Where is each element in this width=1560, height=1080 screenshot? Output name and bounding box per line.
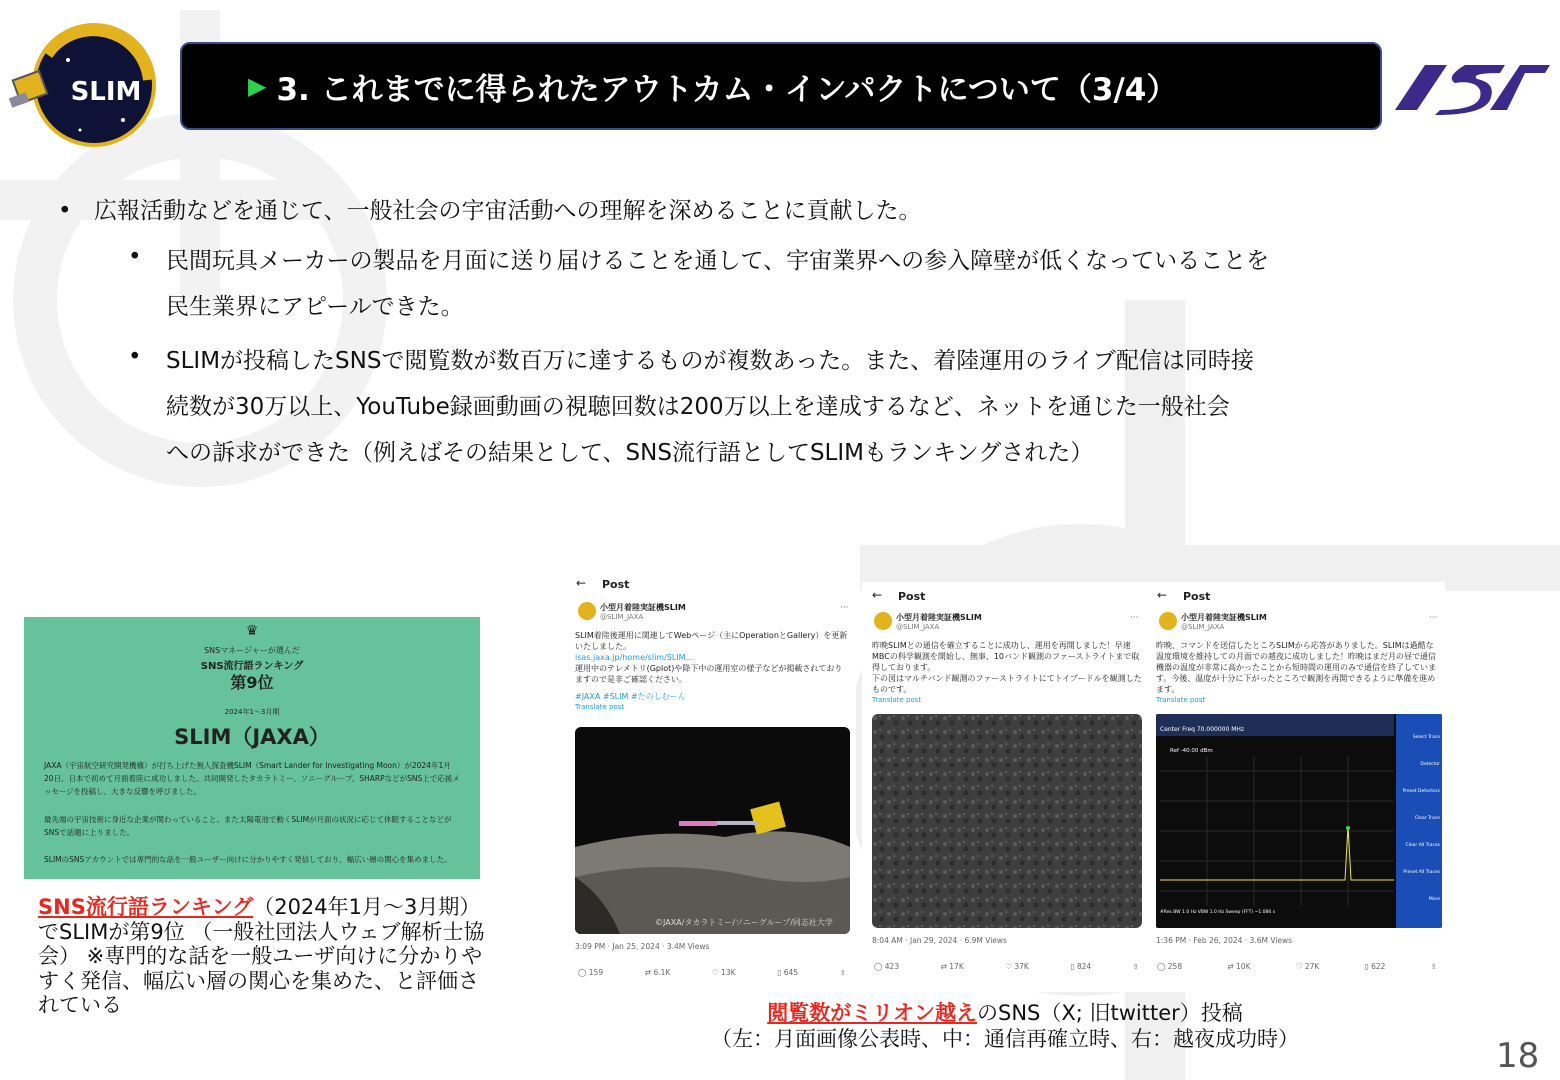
softkey[interactable]: More	[1428, 897, 1440, 902]
softkey[interactable]: Preset Detectors	[1402, 789, 1440, 794]
bullet-line: SLIMが投稿したSNSで閲覧数が数百万に達するものが複数あった。また、着陸運用のライブ配信は同時接	[166, 348, 1254, 374]
bookmark-button[interactable]: ▯ 622	[1364, 962, 1386, 971]
tweet-timestamp: 8:04 AM · Jan 29, 2024 · 6.9M Views	[872, 936, 1007, 945]
bookmark-count: 824	[1076, 962, 1092, 971]
tweet-author[interactable]: 小型月着陸実証機SLIM	[600, 603, 686, 612]
bullet-line: 民生業界にアピールできた。	[166, 294, 464, 320]
ranking-period: 2024年1〜3月期	[224, 708, 280, 716]
softkey[interactable]: Clear Trace	[1414, 816, 1440, 821]
bookmark-count: 645	[783, 968, 799, 977]
softkey[interactable]: Clear All Traces	[1405, 843, 1440, 848]
page-number: 18	[1496, 1036, 1540, 1076]
tweet-link[interactable]: isas.jaxa.jp/home/slim/SLIM...	[575, 653, 694, 662]
spectrum-center-freq: Center Freq 70.000000 MHz	[1160, 726, 1245, 733]
title-bar	[180, 42, 1382, 130]
isas-logo-text: ISAS	[1385, 55, 1388, 56]
reply-count: 159	[588, 968, 604, 977]
tweet-card[interactable]	[1147, 582, 1445, 992]
share-icon[interactable]: ⇧	[1430, 962, 1437, 971]
like-count: 13K	[721, 968, 736, 977]
repost-count: 10K	[1236, 962, 1251, 971]
tweet-hashtags[interactable]: #JAXA #SLIM #たのしむーん	[575, 692, 686, 701]
ranking-caption	[38, 895, 498, 1018]
like-button[interactable]: ♡ 27K	[1295, 962, 1320, 971]
bookmark-count: 622	[1371, 962, 1386, 971]
spectrum-bottom-info: #Res BW 1.0 Hz VBW 1.0 Hz Sweep (FFT) ~1.086 s	[1160, 910, 1276, 915]
reply-count: 258	[1167, 962, 1183, 971]
isas-logo	[1385, 55, 1555, 120]
translate-link[interactable]: Translate post	[575, 703, 625, 711]
triangle-bullet-icon: ▶	[248, 72, 267, 100]
ranking-subtitle: SNSマネージャーが選んだ	[204, 646, 300, 655]
reply-count: 423	[884, 962, 900, 971]
post-header: Post	[602, 578, 630, 591]
reply-button[interactable]: ◯ 258	[1157, 962, 1183, 971]
softkey[interactable]: Detector	[1420, 762, 1440, 767]
tweet-author[interactable]: 小型月着陸実証機SLIM	[896, 613, 982, 622]
share-icon[interactable]: ⇧	[839, 968, 846, 977]
ranking-name: SLIM（JAXA）	[174, 725, 330, 749]
tweet-card[interactable]	[566, 570, 856, 990]
reply-button[interactable]: ◯ 159	[578, 968, 604, 977]
post-header: Post	[898, 590, 926, 603]
softkey[interactable]: Preset All Traces	[1403, 870, 1440, 875]
tweet-actions	[1157, 962, 1437, 971]
share-icon[interactable]: ⇧	[1132, 962, 1139, 971]
tweet-body	[1156, 640, 1441, 706]
like-button[interactable]: ♡ 37K	[1005, 962, 1029, 971]
spectrum-softkey-menu	[1396, 714, 1442, 928]
tweet-handle: @SLIM_JAXA	[1181, 623, 1225, 631]
avatar[interactable]	[1159, 612, 1177, 630]
like-count: 27K	[1304, 962, 1320, 971]
bullet-level2-item	[166, 338, 1496, 476]
translate-link[interactable]: Translate post	[872, 696, 922, 704]
tweet-body	[575, 630, 850, 713]
page-title: 3. これまでに得られたアウトカム・インパクトについて（3/4）	[276, 71, 1178, 108]
tweet-text: 運用中のテレメトリ(Gplot)や降下中の運用室の様子などが掲載されておりますので是非ご確認ください。	[575, 664, 843, 684]
translate-link[interactable]: Translate post	[1156, 696, 1206, 704]
more-icon[interactable]: ···	[840, 603, 849, 613]
ranking-paragraph: JAXA（宇宙航空研究開発機構）が打ち上げた無人探査機SLIM（Smart Lander for Investigating Moon）が2024年1月20日、日本で初めて月面着陸に成功しました。共同開発したタカラトミー、ソニーグループ、SHARPなどがSNS上で応援メッセージを投稿し、大きな反響を呼びました。	[44, 761, 460, 796]
post-header: Post	[1183, 590, 1211, 603]
bullet-dot: •	[128, 244, 142, 270]
more-icon[interactable]: ···	[1130, 613, 1139, 623]
caption-text: （左：月面画像公表時、中：通信再確立時、右：越夜成功時）	[711, 1027, 1299, 1051]
bullet-line: 民間玩具メーカーの製品を月面に送り届けることを通して、宇宙業界への参入障壁が低くなっていることを	[166, 248, 1270, 274]
spectrum-plot	[1160, 756, 1394, 906]
slim-logo-text: SLIM	[70, 77, 142, 107]
ranking-paragraph: 最先端の宇宙技術に身近な企業が関わっていること、また太陽電池で動くSLIMが月面の状況に応じて休眠することなどがSNSで話題に上りました。	[44, 815, 452, 837]
tweet-body	[872, 640, 1142, 706]
tweet-author[interactable]: 小型月着陸実証機SLIM	[1181, 613, 1267, 622]
reply-button[interactable]: ◯ 423	[874, 962, 900, 971]
spectrum-analyzer-screenshot[interactable]	[1156, 714, 1442, 928]
bullet-line: への訴求ができた（例えばその結果として、SNS流行語としてSLIMもランキングされた）	[166, 440, 1094, 466]
like-button[interactable]: ♡ 13K	[711, 968, 736, 977]
million-views-link[interactable]: 閲覧数がミリオン越え	[767, 1001, 977, 1025]
tweets-caption	[660, 1000, 1350, 1052]
ranking-paragraph: SLIMのSNSアカウントでは専門的な話を一般ユーザー向けに分かりやすく発信しており、幅広い層の関心を集めました。	[44, 855, 452, 864]
tweet-actions	[874, 962, 1139, 971]
back-arrow-icon[interactable]: ←	[1157, 588, 1168, 602]
repost-button[interactable]: ⇄ 6.1K	[644, 968, 671, 977]
crown-icon: ♛	[245, 623, 259, 639]
tweet-timestamp: 3:09 PM · Jan 25, 2024 · 3.4M Views	[575, 942, 710, 951]
tweet-handle: @SLIM_JAXA	[896, 623, 940, 631]
ranking-card	[24, 617, 480, 879]
repost-button[interactable]: ⇄ 10K	[1227, 962, 1251, 971]
tweet-text: 昨晩、コマンドを送信したところSLIMから応答がありました。SLIMは過酷な温度環境を維持しての月面での越夜に成功しました！昨晩はまだ月の昼で通信機器の温度が非常に高かったことから短時間の運用のみで通信を終了しています。今後、温度が十分に下がったところで観測を再開できるように準備を進めます。	[1156, 641, 1436, 694]
repost-count: 17K	[949, 962, 964, 971]
sns-ranking-link[interactable]: SNS流行語ランキング	[38, 895, 254, 919]
like-count: 37K	[1014, 962, 1029, 971]
ranking-caption-text: （2024年1月～3月期）でSLIMが第9位 （一般社団法人ウェブ解析士協会） ※専門的な話を一般ユーザ向けに分かりやすく発信、幅広い層の関心を集めた、と評価されている	[38, 895, 485, 1017]
back-arrow-icon[interactable]: ←	[872, 588, 883, 602]
bullet-level2-item	[166, 238, 1496, 330]
caption-text: のSNS（X; 旧twitter）投稿	[977, 1001, 1243, 1025]
spectrum-ref-level: Ref -40.00 dBm	[1170, 748, 1213, 754]
bullet-dot: •	[128, 344, 142, 370]
bullet-dot: •	[58, 198, 72, 224]
ranking-position: 第9位	[230, 673, 274, 692]
tweet-text: SLIM着陸後運用に関連してWebページ（主にOperationとGallery）を更新いたしました。	[575, 631, 848, 651]
tweet-text: 昨晩SLIMとの通信を確立することに成功し、運用を再開しました！早速MBCの科学観測を開始し、無事、10バンド観測のファーストライトまで取得しております。	[872, 641, 1140, 672]
softkey[interactable]: Select Trace	[1412, 735, 1440, 740]
avatar[interactable]	[578, 602, 596, 620]
multiband-camera-photo[interactable]	[872, 714, 1142, 928]
photo-credit: ©JAXA/タカラトミー/ソニーグループ/同志社大学	[655, 918, 833, 927]
bullet-level1: 広報活動などを通じて、一般社会の宇宙活動への理解を深めることに貢献した。	[94, 198, 922, 224]
repost-button[interactable]: ⇄ 17K	[940, 962, 964, 971]
tweet-text: 下の図はマルチバンド観測のファーストライトにてトイプードルを観測したものです。	[872, 674, 1142, 694]
repost-count: 6.1K	[653, 968, 671, 977]
tweet-handle: @SLIM_JAXA	[600, 613, 644, 621]
bookmark-button[interactable]: ▯ 824	[1070, 962, 1092, 971]
bookmark-button[interactable]: ▯ 645	[777, 968, 799, 977]
bullet-line: 続数が30万以上、YouTube録画動画の視聴回数は200万以上を達成するなど、ネットを通じた一般社会	[166, 394, 1230, 420]
tweet-timestamp: 1:36 PM · Feb 26, 2024 · 3.6M Views	[1156, 936, 1293, 945]
ranking-title: SNS流行語ランキング	[200, 661, 304, 672]
slim-mission-logo	[8, 20, 158, 150]
moon-surface-photo[interactable]	[575, 727, 850, 934]
tweet-card[interactable]	[862, 582, 1147, 992]
avatar[interactable]	[874, 612, 892, 630]
tweet-actions	[578, 968, 846, 977]
back-arrow-icon[interactable]: ←	[576, 576, 587, 590]
more-icon[interactable]: ···	[1429, 613, 1438, 623]
